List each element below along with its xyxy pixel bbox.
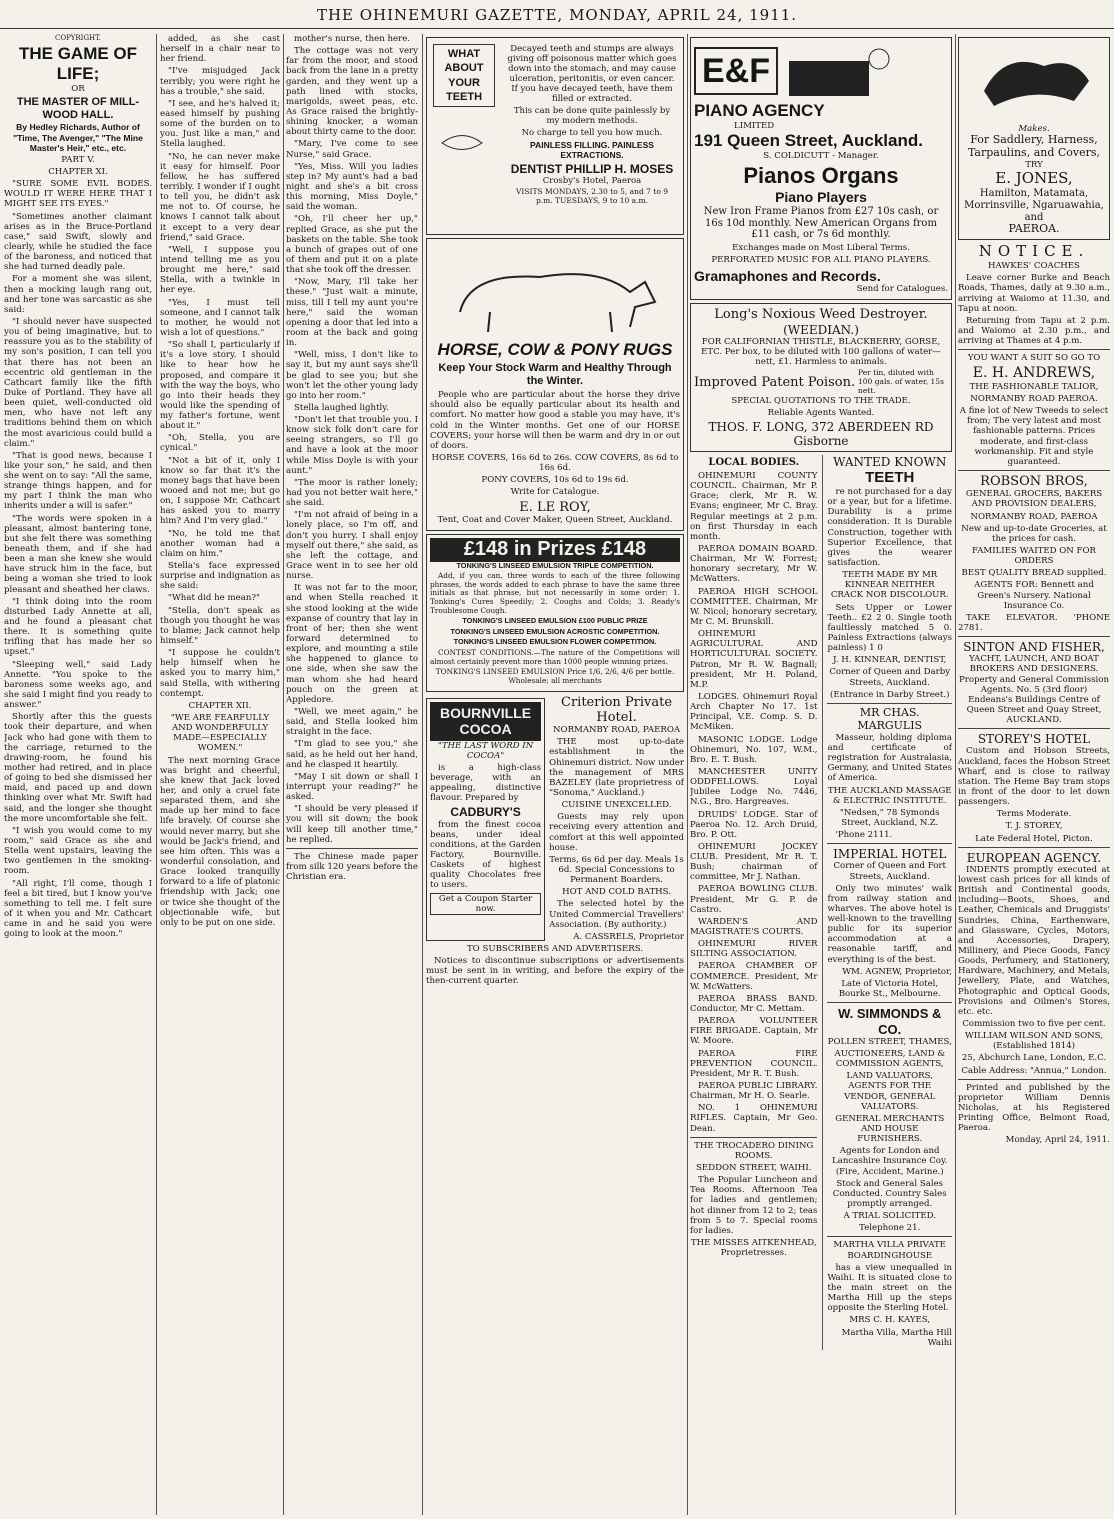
- story-paragraph: Stella's face expressed surprise and indignation as she said:: [160, 561, 280, 592]
- criterion-terms: Terms, 6s 6d per day. Meals 1s 6d. Special Concessions to Permanent Boarders.: [549, 854, 684, 886]
- prizes-body: Add, if you can, three words to each of the three following phrases, the words added to each phrase to have the same three initials as that phrase, but not necessarily in some order: 1. Tonking's Cures Speedily; 2. Coughs and Colds; 3. Ready's Troublesome Cough.: [430, 571, 680, 615]
- rugs-prices-1: HORSE COVERS, 16s 6d to 26s. COW COVERS, 8s 6d to 16s 6d.: [431, 452, 679, 474]
- notice-title: NOTICE.: [978, 242, 1090, 261]
- ad-dentist: [426, 37, 684, 235]
- dentist-body: [507, 44, 677, 208]
- story-title: THE GAME OF LIFE;: [18, 44, 138, 84]
- story-paragraph: The cottage was not very far from the moor, and stood back from the lane in a pretty garden, and they went up a path lined with stocks, marigolds, sweet peas, etc. As Grace raised the brightly-shining knocker, a woman about thirty came to the door.: [286, 46, 418, 138]
- column-ads-middle: [690, 34, 952, 1515]
- weed-owner: THOS. F. LONG, 372 ABERDEEN RD Gisborne: [708, 419, 934, 449]
- robson-title: ROBSON BROS,: [980, 474, 1088, 489]
- rugs-name: E. LE ROY,: [519, 499, 591, 515]
- prizes-sub-2: TONKING'S LINSEED EMULSION £100 PUBLIC PRIZE: [462, 616, 648, 626]
- andrews-body: A fine lot of New Tweeds to select from; The very latest and most fashionable patterns. Prices moderate, and first-class workmanship. Fit and style guaranteed.: [959, 406, 1109, 467]
- andrews-name: E. H. ANDREWS,: [972, 365, 1096, 382]
- jones-paeroa: PAEROA.: [1008, 222, 1060, 236]
- dentist-body-1: Decayed teeth and stumps are always giving off poisonous matter which goes down into the stomach, and may cause ulceration, peritonitis, or even cancer. If you have decayed teeth, have them filled or extracted.: [507, 44, 677, 105]
- andrews-want: YOU WANT A SUIT SO GO TO: [967, 353, 1101, 364]
- cocoa-coupon: Get a Coupon Starter now.: [430, 893, 541, 915]
- copyright-label: COPYRIGHT.: [54, 34, 102, 42]
- story-part: PART V.: [61, 154, 95, 165]
- andrews-address: NORMANBY ROAD PAEROA.: [970, 394, 1098, 405]
- divider: [958, 728, 1110, 729]
- column-divider: [283, 34, 284, 1515]
- story-byline: By Hedley Richards, Author of "Time, The Avenger," "The Mine Master's Heir," etc., etc.: [13, 122, 143, 153]
- local-body-item: OHINEMURI RIVER SILTING ASSOCIATION.: [690, 939, 818, 960]
- piano-players: Piano Players: [775, 189, 867, 206]
- story-paragraph: "Now, Mary, I'll take her these." "Just wait a minute, miss, till I tell my aunt you're here," said the woman opening a door that led into a room at the back and going in.: [286, 277, 418, 349]
- divider: [958, 349, 1110, 350]
- robson-body-2: New and up-to-date Groceries, at the prices for cash.: [961, 523, 1107, 544]
- column-divider: [687, 34, 688, 1515]
- simmonds-tel: Telephone 21.: [859, 1223, 921, 1234]
- local-body-item: PAEROA CHAMBER OF COMMERCE. President, Mr W. McWatters.: [690, 961, 818, 992]
- criterion-body-2: Guests may rely upon receiving every attention and comfort at this well appointed house.: [549, 812, 684, 853]
- weed-agents: Reliable Agents Wanted.: [767, 407, 875, 418]
- local-body-item: PAEROA PUBLIC LIBRARY. Chairman, Mr H. O. Searle.: [690, 1081, 818, 1102]
- story-paragraph: "I see, and he's halved it; eased himself by pushing some of the burden on to you. Just like a man," and Stella laughed.: [160, 98, 280, 150]
- local-body-item: PAEROA BOWLING CLUB. President, Mr G. P. de Castro.: [690, 884, 818, 915]
- piano-address: 191 Queen Street, Auckland.: [694, 131, 923, 151]
- margulis-phone: 'Phone 2111.: [835, 830, 893, 841]
- story-chapter: CHAPTER XI.: [48, 166, 108, 177]
- piano-body: New Iron Frame Pianos from £27 10s cash, or 16s 10d monthly. New American Organs from £11 cash, or 7s 6d monthly.: [703, 205, 939, 241]
- imperial-body: Only two minutes' walk from railway station and wharves. The above hotel is well-known to the travelling public for its superior accommodation at a reasonable tariff, and everything is of the best.: [827, 883, 952, 965]
- european-body: INDENTS promptly executed at lowest cash prices for all kinds of British and Continental goods, including—Boots, Shoes, and Leather, Chemicals and Druggists' Sundries, China, Earthenware, and Glassware, Cycles, Motors, and Accessories, Drapery, Millinery, and Piece Goods, Fancy Goods, Perfumery, and Stationery, Hardware, Machinery, and Metals, Jewellery, Plate, and Watches, Photographic and Optical Goods, Provisions and Oilmen's Stores, etc. etc.: [958, 864, 1110, 1017]
- prizes-sub-3: TONKING'S LINSEED EMULSION ACROSTIC COMPETITION.: [450, 626, 660, 636]
- wanted-teeth: TEETH: [865, 469, 915, 487]
- story-paragraph: "Oh, Stella, you are cynical.": [160, 433, 280, 454]
- divider: [958, 470, 1110, 471]
- column-divider: [156, 34, 157, 1515]
- local-body-item: NO. 1 OHINEMURI RIFLES. Captain, Mr Geo. Dean.: [690, 1103, 818, 1134]
- dentist-body-2: This can be done quite painlessly by my modern methods.: [513, 106, 671, 127]
- ad-jones-saddlery: [958, 37, 1110, 240]
- visit-times: MONDAYS, 2.30 to 5, and 7 to 9 p.m. TUESDAYS, 9 to 10 a.m.: [535, 187, 668, 206]
- prizes-sub-4: TONKING'S LINSEED EMULSION FLOWER COMPETITION.: [453, 637, 657, 647]
- local-bodies-title: LOCAL BODIES.: [708, 457, 800, 469]
- margulis-institute: THE AUCKLAND MASSAGE & ELECTRIC INSTITUTE.: [827, 785, 952, 806]
- story-paragraph: "I think doing into the room disturbed Lady Annette at all, and he found a pleasant chat there. It is something quite trifling that has made her so upset.": [4, 596, 152, 658]
- pianos-organs: Pianos Organs: [743, 163, 899, 189]
- story-paragraph: "What did he mean?": [168, 593, 260, 604]
- piano-manager: S. COLDICUTT - Manager.: [763, 151, 879, 162]
- jones-try: TRY: [1025, 160, 1043, 171]
- story-paragraph: "So shall I, particularly if it's a love story. I should like to hear how he proposed, and compare it with the way the boys, who go into their heads they would like the spending of my father's fortune, went about it.": [160, 340, 280, 432]
- story-subtitle: THE MASTER OF MILL-WOOD HALL.: [16, 96, 140, 122]
- story-paragraph: added, as she cast herself in a chair near to her friend.: [160, 34, 280, 65]
- story-paragraph: "I'm glad to see you," she said, as he held out her hand, and he clasped it heartily.: [286, 739, 418, 770]
- story-paragraph: The next morning Grace was bright and cheerful, she knew that Jack loved her, and only a cruel fate separated them, and she made up her mind to face life bravely. Of course she would never marry, but she would be Jack's friend, and see him often. This was a wonderful consolation, and Grace looked tranquilly forward to a life of platonic friendship with Jack; one or twice she thought of the objectionable wife, but only to be put on one side.: [160, 755, 280, 928]
- margulis-address: "Nedsen," 78 Symonds Street, Auckland, N.Z.: [839, 807, 940, 828]
- criterion-baths: HOT AND COLD BATHS.: [562, 887, 671, 898]
- divider: [958, 847, 1110, 848]
- prizes-contest: CONTEST CONDITIONS.—The nature of the Competitions will almost certainly prevent more than 1000 people winning prizes.: [430, 648, 680, 666]
- ad-horse-rugs: [426, 238, 684, 531]
- cocoa-brand: BOURNVILLE COCOA: [430, 702, 541, 741]
- local-body-item: MASONIC LODGE. Lodge Ohinemuri, No. 107, W.M., Bro. E. T. Bush.: [690, 734, 818, 765]
- piano-music: PERFORATED MUSIC FOR ALL PIANO PLAYERS.: [711, 255, 931, 266]
- simmonds-trial: A TRIAL SOLICITED.: [843, 1211, 936, 1222]
- rugs-body: People who are particular about the horse they drive should also be equally particular about its health and comfort. No matter how good a stable you may have, it's cold in the Winter months. Get one of our HORSE COVERS; your horse will then be warm and dry in or out of doors.: [430, 390, 680, 451]
- story-paragraph: "Not a bit of it, only I know so far that it's the money bags that have been wooed and not me; but go on, I suppose Mr. Cathcart has asked you to marry him? And I'm very glad.": [160, 455, 280, 527]
- filler-fact: The Chinese made paper from silk 120 years before the Christian era.: [286, 851, 418, 883]
- storeys-terms: Terms Moderate.: [996, 809, 1072, 820]
- story-paragraph: "Yes, I must tell someone, and I cannot talk to mother, he would not wish a lot of questions.": [160, 297, 280, 338]
- storeys-owner: T. J. STOREY,: [1005, 821, 1063, 832]
- robson-body: GENERAL GROCERS, BAKERS AND PROVISION DEALERS,: [965, 489, 1103, 510]
- jones-body: For Saddlery, Harness, Tarpaulins, and Covers,: [967, 133, 1101, 160]
- column-divider: [955, 34, 956, 1515]
- rugs-write: Write for Catalogue.: [510, 487, 600, 498]
- story-paragraph: "Mary, I've come to see Nurse," said Grace.: [286, 139, 418, 160]
- subscribers-body: Notices to discontinue subscriptions or advertisements must be sent in in writing, and before the expiry of the then-current quarter.: [426, 956, 684, 987]
- column-story-end: [286, 34, 418, 1515]
- story-paragraph: "Yes, Miss. Will you ladies step in? My aunt's had a bad night and she's a bit cross this morning, Miss Doyle," said the woman.: [286, 161, 418, 213]
- simmonds-line-3: GENERAL MERCHANTS AND HOUSE FURNISHERS.: [835, 1113, 945, 1145]
- story-paragraph: "I suppose he couldn't help himself when he asked you to marry him," said Stella, with withering contempt.: [160, 648, 280, 699]
- wanted-title: WANTED KNOWN: [833, 455, 947, 470]
- jones-makes: Makes.: [1018, 124, 1050, 135]
- weed-poison: Improved Patent Poison.: [694, 374, 856, 390]
- piano-limited: LIMITED: [734, 121, 775, 132]
- local-body-item: DRUIDS' LODGE. Star of Paeroa No. 12. Arch Druid, Bro. P. Ott.: [690, 809, 818, 840]
- column-story: [4, 34, 152, 1515]
- margulis-body: Masseur, holding diploma and certificate of registration for Australasia, Germany, and United States of America.: [827, 732, 952, 784]
- storeys-title: STOREY'S HOTEL: [977, 732, 1091, 747]
- local-body-item: PAEROA FIRE PREVENTION COUNCIL. President, Mr R. T. Bush.: [690, 1048, 818, 1079]
- weed-special: SPECIAL QUOTATIONS TO THE TRADE.: [731, 395, 911, 406]
- column-ads-right: [958, 34, 1110, 1515]
- masthead: THE OHINEMURI GAZETTE, MONDAY, APRIL 24, 1911.: [316, 6, 798, 24]
- robson-bread: BEST QUALITY BREAD supplied.: [961, 568, 1107, 579]
- prizes-title: £148 in Prizes £148: [430, 538, 680, 562]
- story-paragraph: "No, he can never make it easy for himself. Poor fellow, he has suffered terribly. I wonder if I ought to tell you, he didn't ask me not to. Of course, he knows I cannot talk about it except to a very dear friend," said Grace.: [160, 151, 280, 243]
- sinton-body: YACHT, LAUNCH, AND BOAT BROKERS AND DESIGNERS. Property and General Commission Agents. No. 5 (3rd floor) Endeans's Buildings Centre of Queen Street and Quay Street, AUCKLAND.: [958, 654, 1110, 726]
- criterion-hotel: [549, 695, 684, 944]
- story-paragraph: "No, he told me that another woman had a claim on him.": [160, 528, 280, 559]
- local-body-item: PAEROA HIGH SCHOOL COMMITTEE. Chairman, Mr W. Nicol; honorary secretary, Mr C. M. Brunskill.: [690, 586, 818, 627]
- simmonds-line-4: Agents for London and Lancashire Insurance Coy. (Fire, Accident, Marine.): [832, 1146, 948, 1177]
- prizes-sub-1: TONKING'S LINSEED EMULSION TRIPLE COMPETITION.: [456, 560, 654, 570]
- story-or: OR: [71, 84, 85, 95]
- notice-body-1: Leave corner Burke and Beach Roads, Thames, daily at 9.30 a.m., arriving at Waiomo at 11.30, and Tapu at noon.: [958, 273, 1110, 314]
- criterion-cuisine: CUISINE UNEXCELLED.: [561, 800, 672, 811]
- horse-illustration-icon: [430, 242, 678, 337]
- rugs-tagline: Keep Your Stock Warm and Healthy Through the Winter.: [438, 362, 672, 388]
- robson-elevator: TAKE ELEVATOR. 'PHONE 2781.: [958, 612, 1110, 634]
- jones-name: E. JONES,: [995, 169, 1073, 188]
- story-paragraph: "Well, we meet again," he said, and Stella looked him straight in the face.: [286, 707, 418, 738]
- ad-prizes: [426, 534, 684, 692]
- dentist-hotel: Crosby's Hotel, Paeroa: [542, 176, 642, 187]
- local-body-item: PAEROA BRASS BAND. Conductor, Mr C. Mettam.: [690, 993, 818, 1015]
- divider: [690, 1137, 817, 1138]
- notice-coaches: HAWKES' COACHES: [988, 261, 1080, 272]
- divider: [827, 843, 952, 844]
- story-paragraph: "I wish you would come to my room," said Grace as she and Stella went upstairs, leaving the two gentlemen in the smoking-room.: [4, 825, 152, 877]
- european-address: 25, Abchurch Lane, London, E.C.: [961, 1053, 1107, 1064]
- piano-illustration-icon: [784, 41, 894, 101]
- simmonds-line-5: Stock and General Sales Conducted. Country Sales promptly arranged.: [832, 1178, 947, 1209]
- dentist-body-3: No charge to tell you how much.: [521, 128, 663, 139]
- story-paragraph: "Well, miss, I don't like to say it, but my aunt says she'll be glad to see you; but she won't let the other young lady go into her room.": [286, 350, 418, 401]
- simmonds-title: W. SIMMONDS & CO.: [838, 1006, 942, 1037]
- right-subcolumn: [822, 455, 952, 1350]
- imperial-title: IMPERIAL HOTEL: [833, 847, 947, 862]
- notice-body-2: Returning from Tapu at 2 p.m. and Waiomo at 2.30 p.m., and arriving at Thames at 4 p.m.: [958, 315, 1110, 347]
- robson-families: FAMILIES WAITED ON FOR ORDERS: [971, 546, 1097, 567]
- ef-logo: E&F: [694, 47, 778, 95]
- subscribers-title: TO SUBSCRIBERS AND ADVERTISERS.: [466, 943, 644, 954]
- martha-address: Martha Villa, Martha Hill Waihi: [841, 1327, 952, 1348]
- kinnear-entrance: (Entrance in Darby Street.): [830, 689, 950, 700]
- martha-title: MARTHA VILLA PRIVATE BOARDINGHOUSE: [833, 1240, 946, 1261]
- story-paragraph: "Sometimes another claimant arises as in the Bruce-Portland case," said Swift, slowly and clearly, while he studied the face of the baroness, and noticed that she had turned deadly pale.: [4, 211, 152, 273]
- local-body-item: OHINEMURI COUNTY COUNCIL. Chairman, Mr P. Grace; clerk, Mr R. W. Evans; engineer, Mr C. Bray. Regular meetings at 2 p.m. on first Thursday in each month.: [690, 471, 818, 542]
- story-paragraph: "All right, I'll come, though I feel a bit tired, but I know you've something to tell me. I felt sure of it when you and Mr. Cathcart came in and he said you were going to look at the moon.": [4, 878, 152, 940]
- story-paragraph: "I should be very pleased if you will sit down; the book will keep till another time," he replied.: [286, 804, 418, 845]
- story-paragraph: It was not far to the moor, and when Stella reached it she stood looking at the wide expanse of country that lay in front of her; then she went forward determined to explore, and mounting a stile she happened to glance to one side, when she saw the man whom she had heard pouch on the green at Appledore.: [286, 583, 418, 705]
- local-body-item: OHINEMURI AGRICULTURAL AND HORTICULTURAL SOCIETY. Patron, Mr R. W. Bagnall; president, Mr H. Poland, M.P.: [690, 629, 818, 690]
- simmonds-line-2: LAND VALUATORS, AGENTS FOR THE VENDOR, GENERAL VALUATORS.: [844, 1071, 936, 1112]
- story-paragraph: "Stella, don't speak as though you thought he was to blame; Jack cannot help himself.": [160, 605, 280, 647]
- martha-body: has a view unequalled in Waihi. It is situated close to the main street on the Martha Hill up the steps opposite the Sterling Hotel.: [827, 1262, 952, 1314]
- trocadero-body: The Popular Luncheon and Tea Rooms. Afternoon Tea for ladies and gentlemen; hot dinner from 12 to 2; teas from 5 to 7. Special rooms for ladies.: [690, 1175, 818, 1236]
- piano-exchange: Exchanges made on Most Liberal Terms.: [732, 243, 910, 254]
- european-cable: Cable Address: "Annua," London.: [961, 1065, 1107, 1076]
- european-owner: WILLIAM WILSON AND SONS, (Established 1814): [964, 1031, 1103, 1052]
- kinnear-name: J. H. KINNEAR, DENTIST,: [833, 655, 947, 666]
- rugs-prices-2: PONY COVERS, 10s 6d to 19s 6d.: [481, 475, 629, 486]
- imperial-owner: WM. AGNEW, Proprietor,: [842, 966, 952, 977]
- rugs-title: HORSE, COW & PONY RUGS: [437, 340, 673, 360]
- weed-sub: (WEEDIAN.): [783, 322, 859, 337]
- local-bodies: [690, 455, 817, 1350]
- divider: [958, 636, 1110, 637]
- story-paragraph: "The moor is rather lonely; had you not better wait here," she said.: [286, 477, 418, 509]
- visits-label: VISITS: [516, 187, 543, 197]
- wanted-body: re not purchased for a day or a year, but for a lifetime. Durability is a prime consideration. It is Durable Construction, together with Superior Excellence, that gives the wearer satisfaction.: [827, 487, 952, 569]
- local-body-item: WARDEN'S AND MAGISTRATE'S COURTS.: [690, 916, 818, 938]
- cocoa-maker: CADBURY'S: [450, 805, 521, 820]
- weed-body: FOR CALIFORNIAN THISTLE, BLACKBERRY, GORSE, ETC. Per box, to be diluted with 100 gallons of water—nett, £1. Harmless to animals.: [701, 336, 941, 367]
- story-paragraph: "That is good news, because I like your son," he said, and then she went on to say: "All the same, strange things happen, and for my part I think the man who inherits under a will is safer.": [4, 450, 152, 512]
- prizes-footer: TONKING'S LINSEED EMULSION Price 1/6, 2/6, 4/6 per bottle. Wholesale; all merchants: [435, 667, 675, 685]
- local-body-item: PAEROA VOLUNTEER FIRE BRIGADE. Captain, Mr W. Moore.: [690, 1016, 818, 1047]
- piano-catalogues: Send for Catalogues.: [856, 284, 948, 295]
- story-paragraph: Stella laughed lightly.: [294, 402, 389, 413]
- story-paragraph: "May I sit down or shall I interrupt your reading?" he asked.: [286, 771, 418, 803]
- andrews-tailor: THE FASHIONABLE TALIOR,: [969, 381, 1099, 392]
- dentist-name: DENTIST PHILLIP H. MOSES: [510, 162, 674, 177]
- story-paragraph: "Sleeping well," said Lady Annette. "You spoke to the baroness some weeks ago, and she said I might find you ready to answer.": [4, 659, 152, 711]
- story-paragraph: "I should never have suspected you of being imaginative, but to reassure you as to the stability of my son's position, I can tell you that there has not been an eccentric old gentleman in the Cathcart family like the fifth Duke of Portland. They have all been quiet, well-conducted old men, who have not left any traditions behind them on which the most avaricious could build a claim.": [4, 316, 152, 449]
- ad-bournville-cocoa: [426, 698, 545, 941]
- criterion-address: NORMANBY ROAD, PAEROA: [553, 725, 681, 736]
- column-story-continued: [160, 34, 280, 1515]
- cocoa-body-2: from the finest cocoa beans, under ideal conditions, at the Garden Factory, Bournville. Caskets of highest quality Chocolates free to users.: [430, 819, 542, 891]
- jones-towns: Hamilton, Matamata, Morrinsville, Ngaruawahia, and: [964, 188, 1104, 223]
- ad-piano-agency: [690, 37, 952, 300]
- what-about-your-teeth: WHAT ABOUT YOUR TEETH: [433, 44, 495, 107]
- story-paragraph: "Don't let that trouble you. I know sick folk don't care for seeing strangers, so I'll go and have a look at the moor while Miss Doyle is with your aunt.": [286, 415, 418, 476]
- cocoa-body: is a high-class beverage, with an appealing, distinctive flavour. Prepared by: [430, 762, 542, 804]
- story-paragraph: "Well, I suppose you intend telling me as you brought me here," said Stella, with a twinkle in her eye.: [160, 244, 280, 296]
- simmonds-address: POLLEN STREET, THAMES,: [827, 1036, 952, 1047]
- story-paragraph: "SURE SOME EVIL BODES. WOULD IT WERE HERE THAT I MIGHT SEE ITS EYES.": [4, 179, 152, 210]
- story-paragraph: "Oh, I'll cheer her up," replied Grace, as she put the baskets on the table. She took a bunch of grapes out of one of them and put it on a plate that she took off the dresser.: [286, 214, 418, 276]
- divider: [827, 703, 952, 704]
- margulis-title: MR CHAS. MARGULIS: [857, 705, 923, 732]
- sinton-title: SINTON AND FISHER,: [963, 640, 1105, 655]
- weed-title: Long's Noxious Weed Destroyer.: [714, 307, 928, 323]
- story-paragraph: mother's nurse, then here.: [294, 34, 411, 44]
- painless-label: PAINLESS FILLING. PAINLESS EXTRACTIONS.: [530, 140, 654, 161]
- story-paragraph: "The words were spoken in a pleasant, almost bantering tone, but she felt there was something beneath them, and if she had been a man she knew she would have struck him in the face, but being a woman she tried to look pleasant and sheathed her claws.: [4, 513, 152, 595]
- martha-owner: MRS C. H. KAYES,: [849, 1315, 931, 1326]
- cocoa-slogan: "THE LAST WORD IN COCOA": [437, 740, 534, 761]
- local-body-item: MANCHESTER UNITY ODDFELLOWS. Loyal Jubilee Lodge No. 7446, N.G., Bro. Hargreaves.: [690, 766, 818, 808]
- robson-agents: AGENTS FOR: Bennett and Green's Nursery. National Insurance Co.: [974, 580, 1094, 611]
- imprint-date: Monday, April 24, 1911.: [1005, 1135, 1110, 1146]
- trocadero-owner: THE MISSES AITKENHEAD, Proprietresses.: [690, 1237, 817, 1259]
- trocadero-title: THE TROCADERO DINING ROOMS.: [694, 1140, 814, 1161]
- wanted-sets: Sets Upper or Lower Teeth.. £2 2 0. Single tooth faultlessly matched 5 0. Painless Extractions (always painless) 1 0: [827, 602, 952, 654]
- criterion-hotel-2: The selected hotel by the United Commercial Travellers' Association. (By authority.): [549, 899, 684, 930]
- storeys-body: Custom and Hobson Streets, Auckland, faces the Hobson Street Wharf, and is close to railway station. The Heme Bay tram stops in front of the door to let down passengers.: [958, 746, 1110, 808]
- rugs-address: Tent, Coat and Cover Maker, Queen Street, Auckland.: [437, 514, 673, 525]
- imprint-body: Printed and published by the proprietor William Dennis Nicholas, at his Registered Printing Office, Belmont Road, Paeroa.: [958, 1082, 1110, 1134]
- column-divider: [422, 34, 423, 1515]
- simmonds-line-1: AUCTIONEERS, LAND & COMMISSION AGENTS,: [834, 1048, 945, 1070]
- european-title: EUROPEAN AGENCY.: [966, 850, 1102, 865]
- local-body-item: PAEROA DOMAIN BOARD. Chairman, Mr W. Forrest; honorary secretary, Mr W. McWatters.: [690, 543, 818, 585]
- piano-agency: PIANO AGENCY: [694, 101, 825, 120]
- divider: [827, 1236, 952, 1237]
- criterion-body: THE most up-to-date establishment in the Ohinemuri district. Now under the management of MRS BAZELEY (late proprietress of "Sonoma," Auckland.): [549, 737, 684, 799]
- divider: [286, 848, 418, 849]
- kinnear-address: Corner of Queen and Darby Streets, Auckland.: [829, 667, 951, 688]
- piano-gramophones: Gramaphones and Records.: [694, 267, 881, 284]
- saddle-illustration-icon: [964, 41, 1104, 121]
- divider: [958, 1079, 1110, 1080]
- wanted-made: TEETH MADE BY MR KINNEAR NEITHER CRACK NOR DISCOLOUR.: [830, 570, 949, 601]
- criterion-owner: A. CASSRELS, Proprietor: [573, 931, 684, 942]
- chapter-heading: CHAPTER XII.: [188, 700, 252, 711]
- storeys-late: Late Federal Hotel, Picton.: [975, 833, 1093, 844]
- divider: [827, 1002, 952, 1003]
- robson-address: NORMANBY ROAD, PAEROA: [970, 511, 1098, 522]
- story-paragraph: Shortly after this the guests took their departure, and when Jack who had gone with them to the carriage, returned to the drawing-room, he found his mother had retired, and in place of going to bed she dismissed her maid, and paced up and down thinking over what Mr. Swift had said, and the longer she thought the more uncomfortable she felt.: [4, 712, 152, 824]
- story-paragraph: "I've misjudged Jack terribly; you were right he has a trouble," she said.: [160, 66, 280, 97]
- trocadero-address: SEDDON STREET, WAIHI.: [696, 1163, 812, 1173]
- local-body-item: LODGES. Ohinemuri Royal Arch Chapter No 17. 1st Principal, V.E. Comp. S. D. McMiken.: [690, 691, 818, 733]
- european-commission: Commission two to five per cent.: [962, 1018, 1106, 1029]
- story-paragraph: "I'm not afraid of being in a lonely place, so I'm off, and don't you hurry. I shall enjoy myself out there," she said, as she left the cottage, and Grace went in to see her old nurse.: [286, 510, 418, 582]
- column-ads-left: [426, 34, 684, 1515]
- ad-weed-destroyer: [690, 303, 952, 452]
- criterion-title: Criterion Private Hotel.: [561, 694, 673, 725]
- local-body-item: OHINEMURI JOCKEY CLUB. President, Mr R. T. Bush; chairman of committee, Mr J. Nathan.: [690, 841, 818, 883]
- imperial-address: Corner of Queen and Fort Streets, Auckland.: [833, 861, 946, 882]
- chapter-title: "WE ARE FEARFULLY AND WONDERFULLY MADE—ESPECIALLY WOMEN.": [170, 713, 270, 754]
- teeth-icon: [437, 128, 487, 158]
- story-paragraph: For a moment she was silent, then a mocking laugh rang out, and her tone was sarcastic as she said:: [4, 274, 152, 315]
- imperial-late: Late of Victoria Hotel, Bourke St., Melbourne.: [838, 978, 941, 1000]
- weed-poison-price: Per tin, diluted with 100 gals. of water, 15s nett.: [858, 368, 944, 395]
- masthead-rule: [0, 28, 1114, 29]
